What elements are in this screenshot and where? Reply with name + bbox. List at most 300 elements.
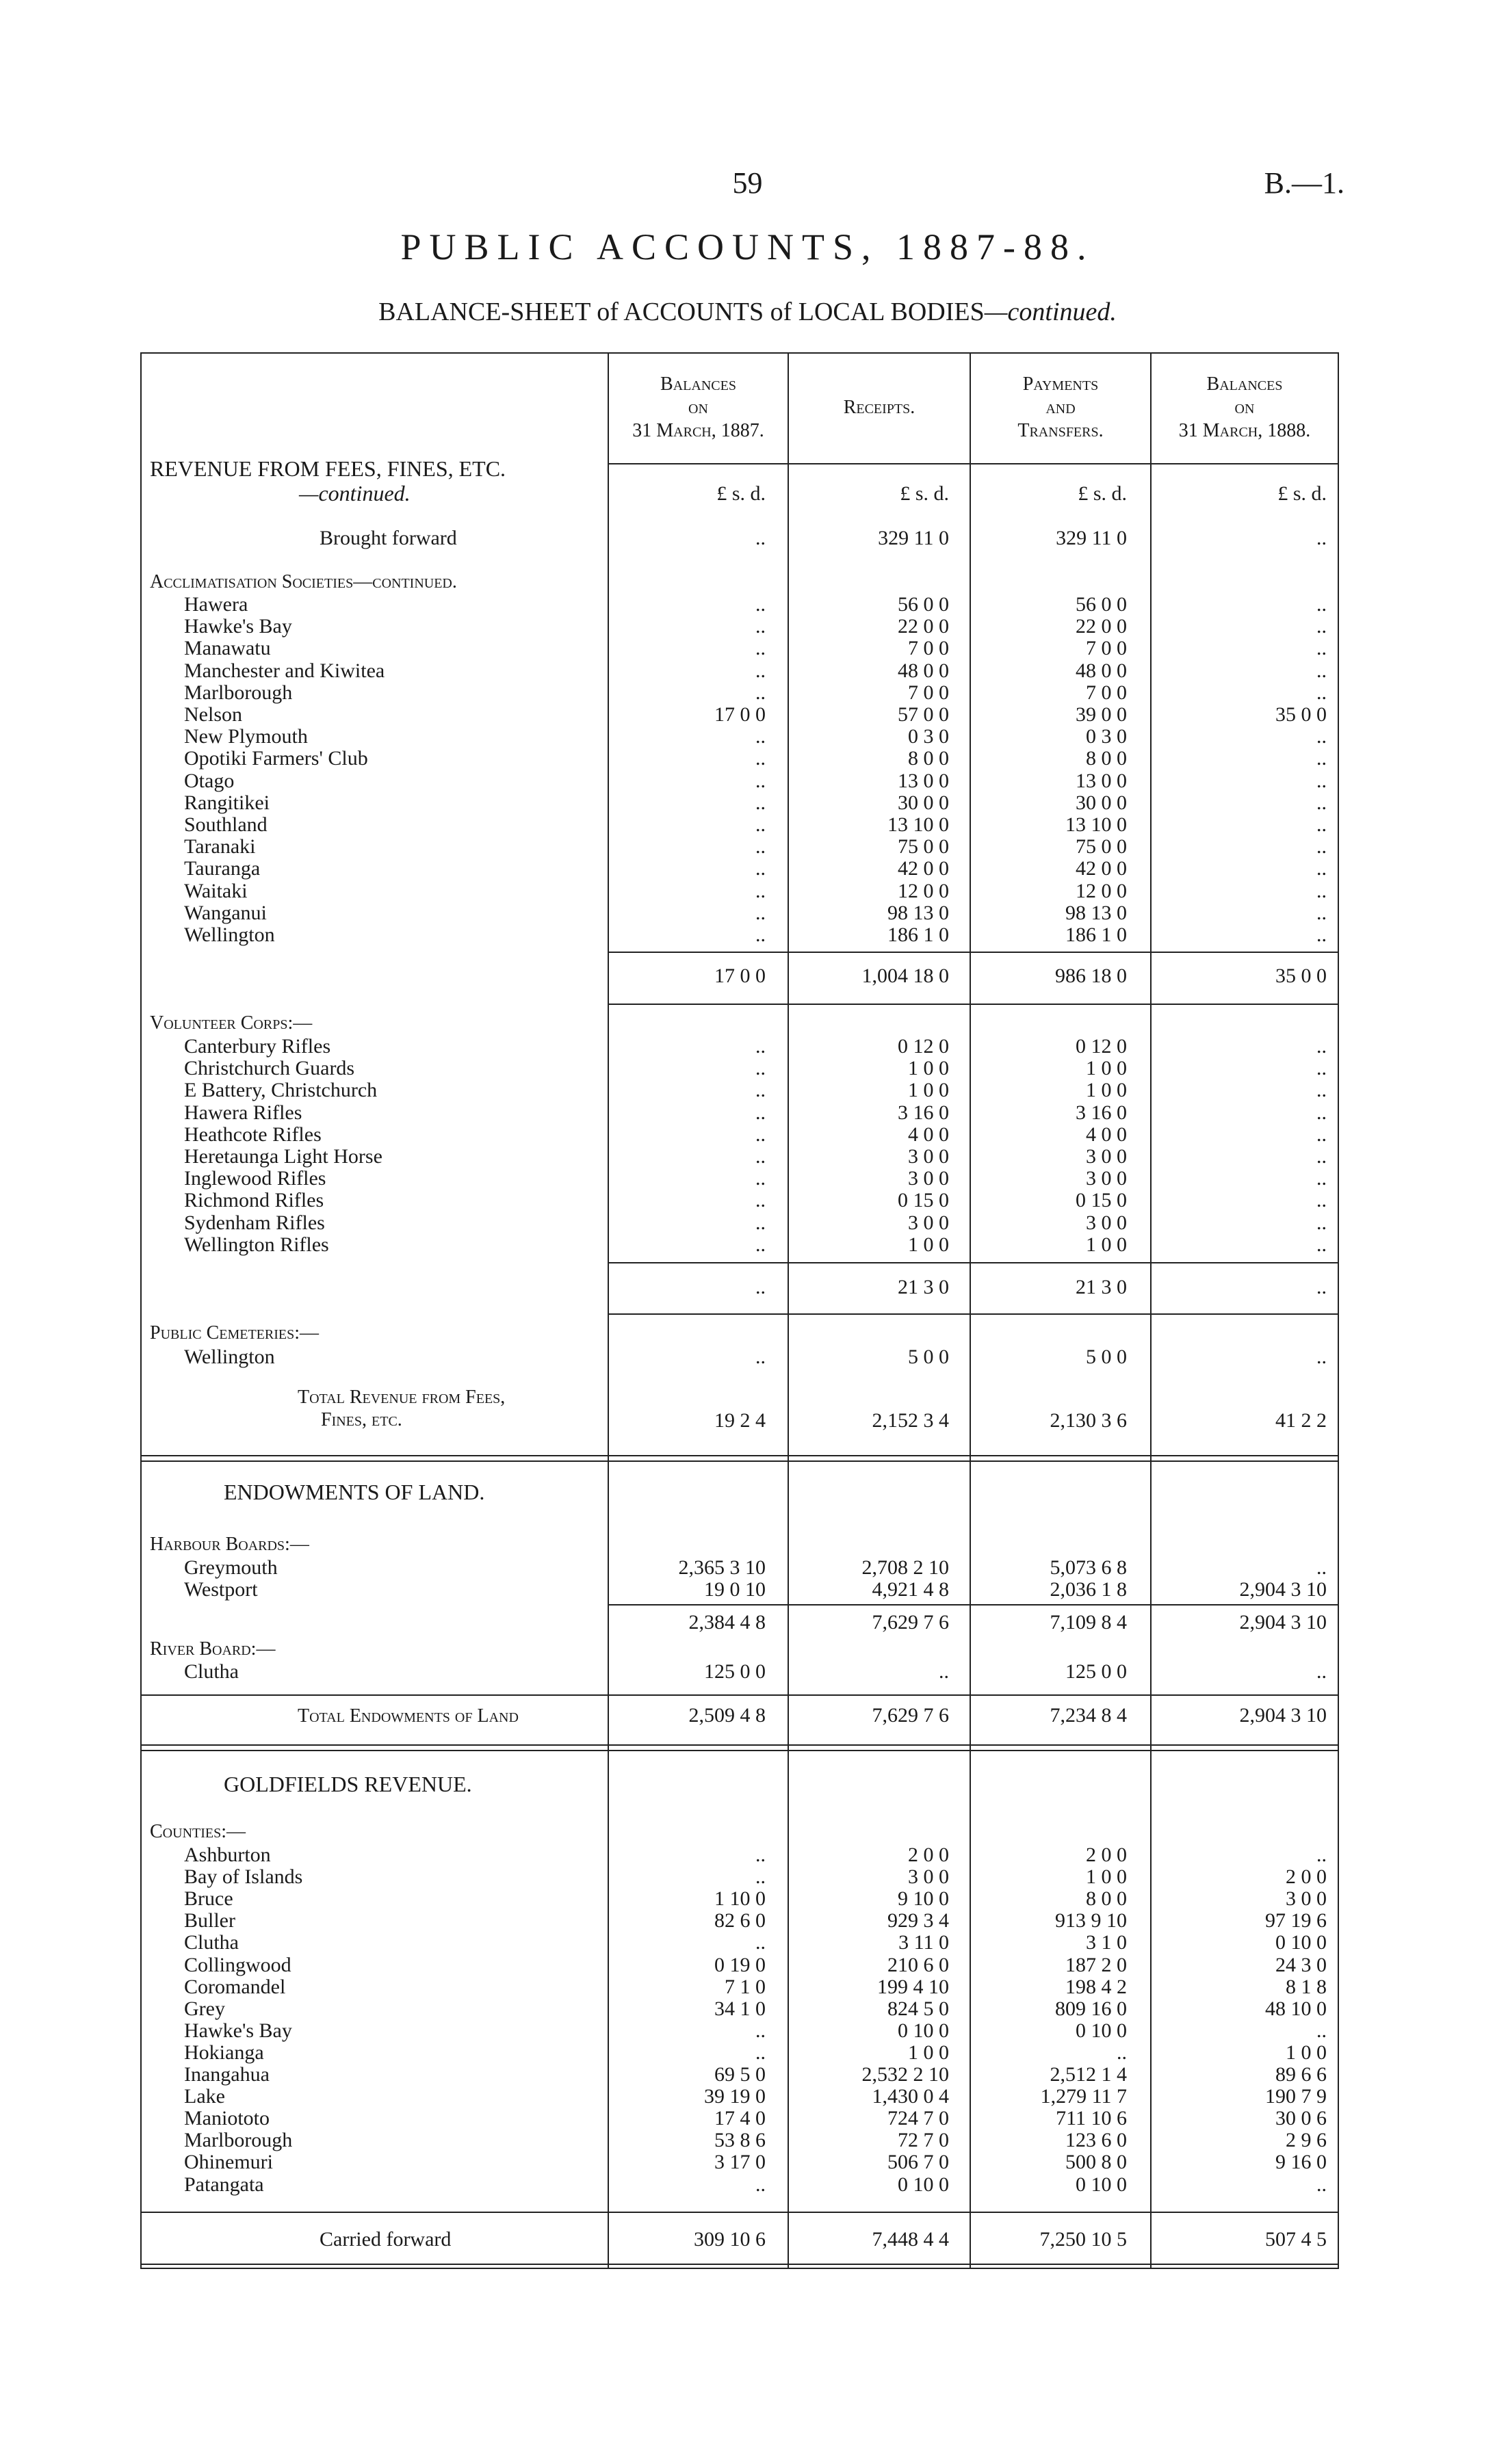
table-row	[142, 770, 1338, 793]
cell-value: 30 0 6	[1275, 2107, 1327, 2130]
table-row	[142, 1123, 1338, 1146]
section-rule	[142, 1460, 1338, 1462]
col-head-line: Payments	[1022, 373, 1099, 395]
row-total-revenue	[142, 1409, 1338, 1432]
cell-value: 3 0 0	[908, 1211, 949, 1234]
cell-value: 2,384 4 8	[688, 1611, 766, 1634]
cell-value: 3 0 0	[908, 1865, 949, 1889]
cell-value: 8 0 0	[1086, 1887, 1127, 1911]
row-label: Collingwood	[184, 1953, 291, 1976]
col-head-receipts	[789, 396, 970, 419]
cell-value: ..	[1316, 2173, 1327, 2196]
cell-value: 3 16 0	[898, 1101, 949, 1124]
table-row	[142, 1997, 1338, 2021]
table-row	[142, 637, 1338, 660]
cell-value: 8 0 0	[1086, 747, 1127, 770]
col-head-line: on	[688, 397, 708, 418]
cell-value: 24 3 0	[1275, 1953, 1327, 1976]
cell-value: 3 16 0	[1076, 1101, 1127, 1124]
cell-value: 4 0 0	[1086, 1123, 1127, 1146]
cell-value: 12 0 0	[898, 879, 949, 902]
table-row	[142, 1660, 1338, 1683]
cell-value: ..	[755, 857, 766, 880]
cell-value: 2,509 4 8	[688, 1704, 766, 1727]
cell-value: 2,365 3 10	[678, 1556, 766, 1579]
cell-value: ..	[755, 1057, 766, 1080]
cell-value: 5,073 6 8	[1050, 1556, 1127, 1579]
cell-value: ..	[755, 659, 766, 682]
subsection-cemeteries: Public Cemeteries:—	[150, 1322, 320, 1344]
cell-value: ..	[1316, 923, 1327, 946]
cell-value: 7,109 8 4	[1050, 1611, 1127, 1634]
cell-value: 42 0 0	[1076, 857, 1127, 880]
section-rule	[142, 2264, 1338, 2265]
header-rule	[608, 463, 1338, 464]
cell-value: ..	[1316, 1844, 1327, 1866]
cell-value: 3 0 0	[908, 1167, 949, 1190]
cell-value: 2,904 3 10	[1239, 1578, 1327, 1601]
row-label: Waitaki	[184, 879, 248, 902]
row-total-endowments	[142, 1704, 1338, 1727]
total-revenue-label-2: Fines, etc.	[321, 1409, 402, 1430]
cell-value: ..	[755, 1189, 766, 1212]
cell-value: 75 0 0	[898, 835, 949, 859]
cell-value: ..	[1117, 2041, 1127, 2064]
table-row	[142, 1954, 1338, 1977]
table-row	[142, 1909, 1338, 1932]
cell-value: 199 4 10	[877, 1975, 949, 1998]
cell-value: 3 1 0	[1086, 1931, 1127, 1954]
cell-value: 3 0 0	[908, 1145, 949, 1168]
cell-value: 3 0 0	[1086, 1145, 1127, 1168]
row-label: Taranaki	[184, 835, 256, 859]
cell-value: 187 2 0	[1065, 1953, 1127, 1976]
cell-value: 190 7 9	[1265, 2085, 1327, 2108]
cell-value: ..	[755, 637, 766, 660]
cell-value: ..	[1316, 879, 1327, 902]
cell-value: 0 10 0	[1076, 2019, 1127, 2042]
col-head-line: Balances	[660, 373, 736, 395]
row-label: Grey	[184, 1997, 225, 2020]
subtotal-rule	[142, 1694, 1338, 1696]
cell-value: 2,904 3 10	[1239, 1704, 1327, 1727]
cell-value: 1 0 0	[908, 2041, 949, 2064]
cell-value: ..	[1316, 1079, 1327, 1102]
cell-value: ..	[1316, 1145, 1327, 1168]
table-row	[142, 681, 1338, 705]
cell-value: 2 0 0	[1286, 1865, 1327, 1889]
col-head-balances-1888	[1152, 373, 1338, 443]
row-label: Ashburton	[184, 1844, 271, 1866]
subtotal-rule	[608, 1313, 1338, 1315]
page-subtitle	[0, 297, 1495, 327]
cell-value: 75 0 0	[1076, 835, 1127, 859]
row-label: Coromandel	[184, 1975, 286, 1998]
cell-value: ..	[1316, 835, 1327, 859]
cell-value: 12 0 0	[1076, 879, 1127, 902]
cell-value: 7,629 7 6	[872, 1611, 949, 1634]
cell-value: ..	[755, 593, 766, 616]
table-row	[142, 2173, 1338, 2197]
cell-value: 19 0 10	[704, 1578, 766, 1601]
cell-value: ..	[1316, 813, 1327, 836]
cell-value: ..	[755, 1167, 766, 1190]
cell-value: 2,036 1 8	[1050, 1578, 1127, 1601]
cell-value: 57 0 0	[898, 703, 949, 726]
cell-value: ..	[1316, 769, 1327, 792]
row-label: Wellington Rifles	[184, 1233, 329, 1256]
row-brought-forward	[142, 527, 1338, 550]
cell-value: 13 10 0	[887, 813, 949, 836]
row-label: Manchester and Kiwitea	[184, 659, 385, 682]
cell-value: 30 0 0	[898, 791, 949, 814]
cell-value: 41 2 2	[1275, 1409, 1327, 1432]
table-row	[142, 1101, 1338, 1125]
row-label: Clutha	[184, 1931, 239, 1954]
cell-value: 724 7 0	[887, 2107, 949, 2130]
table-row	[142, 1167, 1338, 1190]
row-label: Sydenham Rifles	[184, 1211, 325, 1234]
cell-value: 2 0 0	[1086, 1844, 1127, 1866]
cell-value: ..	[1316, 747, 1327, 770]
cell-value: 97 19 6	[1265, 1909, 1327, 1932]
cell-value: 0 12 0	[1076, 1035, 1127, 1058]
cell-value: 21 3 0	[1076, 1276, 1127, 1298]
row-label: Bruce	[184, 1887, 233, 1911]
table-row	[142, 1211, 1338, 1235]
cell-value: ..	[1316, 1346, 1327, 1368]
row-label: Greymouth	[184, 1556, 278, 1579]
col-head-line: and	[1045, 397, 1076, 418]
section-rule	[142, 1744, 1338, 1746]
row-label: Marlborough	[184, 681, 293, 704]
cell-value: 2,708 2 10	[861, 1556, 949, 1579]
row-label: Westport	[184, 1578, 258, 1601]
cell-value: ..	[1316, 1057, 1327, 1080]
total-endowments-label: Total Endowments of Land	[298, 1705, 519, 1727]
row-label: Ohinemuri	[184, 2151, 273, 2174]
cell-value: 17 0 0	[714, 703, 766, 726]
table-row	[142, 1035, 1338, 1058]
cell-value: 0 10 0	[1076, 2173, 1127, 2196]
cell-value: 0 19 0	[714, 1953, 766, 1976]
cell-value: ..	[755, 725, 766, 748]
table-row	[142, 1079, 1338, 1102]
table-row	[142, 659, 1338, 683]
cell-value: 7 0 0	[1086, 681, 1127, 704]
cell-value: ..	[755, 527, 766, 549]
cell-value: ..	[755, 901, 766, 924]
table-row	[142, 813, 1338, 837]
cell-value: ..	[755, 1123, 766, 1146]
cell-value: ..	[755, 1844, 766, 1866]
row-label: Hawke's Bay	[184, 2019, 292, 2042]
section-rule	[142, 1750, 1338, 1751]
cell-value: 186 1 0	[887, 923, 949, 946]
row-label: Carried forward	[320, 2228, 452, 2251]
table-row	[142, 2151, 1338, 2174]
page-reference: B.—1.	[1264, 166, 1344, 200]
subtitle-continued: —continued.	[984, 298, 1117, 326]
cell-value: ..	[1316, 527, 1327, 549]
cell-value: 17 0 0	[714, 965, 766, 987]
cell-value: 986 18 0	[1055, 965, 1127, 987]
page-number: 59	[732, 166, 763, 200]
cell-value: 42 0 0	[898, 857, 949, 880]
table-row	[142, 2041, 1338, 2065]
cell-value: 13 0 0	[898, 769, 949, 792]
cell-value: 7 0 0	[908, 681, 949, 704]
cell-value: 8 1 8	[1286, 1975, 1327, 1998]
col-head-line: Receipts.	[843, 397, 915, 418]
subsection-counties: Counties:—	[150, 1821, 246, 1842]
table-row	[142, 1931, 1338, 1954]
row-label: Clutha	[184, 1660, 239, 1683]
cell-value: 329 11 0	[878, 527, 949, 549]
table-row	[142, 593, 1338, 616]
row-label: Opotiki Farmers' Club	[184, 747, 368, 770]
table-row	[142, 923, 1338, 947]
table-row	[142, 1578, 1338, 1601]
col-head-line: on	[1234, 397, 1255, 418]
row-label: Nelson	[184, 703, 242, 726]
row-label: Wellington	[184, 923, 275, 946]
cell-value: ..	[755, 923, 766, 946]
cell-value: 7 0 0	[908, 637, 949, 660]
row-label: Bay of Islands	[184, 1865, 303, 1889]
cell-value: 1,430 0 4	[872, 2085, 949, 2108]
cell-value: ..	[1316, 901, 1327, 924]
cell-value: 8 0 0	[908, 747, 949, 770]
cell-value: 9 10 0	[898, 1887, 949, 1911]
section-heading-goldfields: GOLDFIELDS REVENUE.	[224, 1772, 472, 1796]
cell-value: ..	[755, 835, 766, 859]
cell-value: ..	[755, 747, 766, 770]
subtitle-main: BALANCE-SHEET of ACCOUNTS of LOCAL BODIES	[378, 298, 985, 326]
cell-value: ..	[1316, 1035, 1327, 1058]
cell-value: 89 6 6	[1275, 2063, 1327, 2086]
cell-value: 82 6 0	[714, 1909, 766, 1932]
row-label: Hokianga	[184, 2041, 264, 2064]
row-label: Buller	[184, 1909, 235, 1932]
table-row	[142, 615, 1338, 638]
cell-value: 929 3 4	[887, 1909, 949, 1932]
cell-value: 3 17 0	[714, 2151, 766, 2174]
currency-heading: £ s. d.	[1277, 482, 1327, 505]
cell-value: ..	[755, 1145, 766, 1168]
cell-value: ..	[755, 2041, 766, 2064]
cell-value: 1 0 0	[908, 1057, 949, 1080]
row-carried-forward	[142, 2228, 1338, 2251]
row-label: New Plymouth	[184, 725, 308, 748]
cell-value: 186 1 0	[1065, 923, 1127, 946]
cell-value: ..	[755, 1931, 766, 1954]
row-label: Heathcote Rifles	[184, 1123, 322, 1146]
row-label: Marlborough	[184, 2129, 293, 2152]
cell-value: 329 11 0	[1056, 527, 1127, 549]
cell-value: 1 0 0	[1086, 1079, 1127, 1102]
row-label: Heretaunga Light Horse	[184, 1145, 382, 1168]
cell-value: 507 4 5	[1265, 2228, 1327, 2251]
subtotal-rule	[142, 2212, 1338, 2213]
cell-value: 69 5 0	[714, 2063, 766, 2086]
cell-value: 48 0 0	[1076, 659, 1127, 682]
row-label: Tauranga	[184, 857, 261, 880]
cell-value: ..	[755, 615, 766, 638]
table-row	[142, 835, 1338, 859]
cell-value: ..	[1316, 1660, 1327, 1683]
cell-value: 13 0 0	[1076, 769, 1127, 792]
cell-value: ..	[1316, 2019, 1327, 2042]
cell-value: ..	[755, 1211, 766, 1234]
row-label: Lake	[184, 2085, 225, 2108]
cell-value: 125 0 0	[704, 1660, 766, 1683]
col-head-line: Transfers.	[1017, 420, 1104, 441]
cell-value: 5 0 0	[908, 1346, 949, 1368]
cell-value: 0 10 0	[898, 2019, 949, 2042]
row-label: Southland	[184, 813, 268, 836]
table-row	[142, 2129, 1338, 2152]
cell-value: ..	[1316, 1233, 1327, 1256]
row-label: Otago	[184, 769, 235, 792]
table-row	[142, 880, 1338, 903]
cell-value: 98 13 0	[887, 901, 949, 924]
cell-value: 2,130 3 6	[1050, 1409, 1127, 1432]
cell-value: 2,532 2 10	[861, 2063, 949, 2086]
cell-value: 0 15 0	[898, 1189, 949, 1212]
cell-value: ..	[1316, 1276, 1327, 1298]
row-label: Manawatu	[184, 637, 271, 660]
cell-value: 1 0 0	[1286, 2041, 1327, 2064]
cell-value: 1 0 0	[1086, 1865, 1127, 1889]
cell-value: 123 6 0	[1065, 2129, 1127, 2152]
cell-value: ..	[755, 1865, 766, 1889]
cell-value: 4,921 4 8	[872, 1578, 949, 1601]
table-row	[142, 1976, 1338, 1999]
cell-value: ..	[939, 1660, 949, 1683]
cell-value: 0 3 0	[908, 725, 949, 748]
cell-value: ..	[1316, 791, 1327, 814]
cell-value: ..	[1316, 637, 1327, 660]
cell-value: 48 0 0	[898, 659, 949, 682]
cell-value: 39 0 0	[1076, 703, 1127, 726]
cell-value: ..	[1316, 593, 1327, 616]
cell-value: 22 0 0	[898, 615, 949, 638]
cell-value: 500 8 0	[1065, 2151, 1127, 2174]
cell-value: ..	[755, 1079, 766, 1102]
section-heading-revenue: REVENUE FROM FEES, FINES, ETC.	[150, 456, 506, 481]
col-head-payments	[971, 373, 1150, 443]
cell-value: ..	[1316, 1101, 1327, 1124]
cell-value: 7,448 4 4	[872, 2228, 949, 2251]
cell-value: ..	[755, 2019, 766, 2042]
cell-value: ..	[1316, 857, 1327, 880]
cell-value: 3 11 0	[898, 1931, 949, 1954]
cell-value: 21 3 0	[898, 1276, 949, 1298]
cell-value: ..	[755, 1233, 766, 1256]
cell-value: 35 0 0	[1275, 703, 1327, 726]
table-row	[142, 1865, 1338, 1889]
table-row	[142, 1844, 1338, 1867]
table-top-rule	[142, 352, 1338, 354]
table-row	[142, 2019, 1338, 2043]
row-label: Patangata	[184, 2173, 264, 2196]
cell-value: ..	[1316, 615, 1327, 638]
section-heading-endowments: ENDOWMENTS OF LAND.	[224, 1480, 485, 1504]
subtotal-rule	[608, 1004, 1338, 1005]
table-row	[142, 791, 1338, 815]
row-label: Rangitikei	[184, 791, 270, 814]
row-volunteer-total	[142, 1276, 1338, 1299]
table-row	[142, 2107, 1338, 2130]
row-label: Maniototo	[184, 2107, 270, 2130]
row-acclimatisation-total	[142, 965, 1338, 988]
cell-value: 48 10 0	[1265, 1997, 1327, 2020]
cell-value: 1 0 0	[1086, 1233, 1127, 1256]
table-row	[142, 703, 1338, 726]
table-row	[142, 1189, 1338, 1212]
row-label: Richmond Rifles	[184, 1189, 324, 1212]
cell-value: 198 4 2	[1065, 1975, 1127, 1998]
table-row	[142, 2085, 1338, 2108]
cell-value: 3 0 0	[1086, 1211, 1127, 1234]
col-head-line: 31 March, 1887.	[632, 420, 764, 441]
cell-value: 210 6 0	[887, 1953, 949, 1976]
cell-value: 2 9 6	[1286, 2129, 1327, 2152]
table-row	[142, 1346, 1338, 1369]
cell-value: 30 0 0	[1076, 791, 1127, 814]
cell-value: ..	[755, 2173, 766, 2196]
cell-value: 711 10 6	[1056, 2107, 1127, 2130]
cell-value: 3 0 0	[1286, 1887, 1327, 1911]
col-head-line: Balances	[1206, 373, 1283, 395]
table-row	[142, 1556, 1338, 1580]
cell-value: 309 10 6	[694, 2228, 766, 2251]
cell-value: 98 13 0	[1065, 901, 1127, 924]
cell-value: 506 7 0	[887, 2151, 949, 2174]
cell-value: 1,279 11 7	[1040, 2085, 1127, 2108]
subtotal-rule	[608, 1604, 1338, 1605]
cell-value: 2,512 1 4	[1050, 2063, 1127, 2086]
row-label: E Battery, Christchurch	[184, 1079, 378, 1102]
total-revenue-label: Total Revenue from Fees,	[298, 1387, 506, 1408]
row-label: Hawke's Bay	[184, 615, 292, 638]
cell-value: ..	[1316, 681, 1327, 704]
row-label: Hawera	[184, 593, 248, 616]
cell-value: 2,904 3 10	[1239, 1611, 1327, 1634]
cell-value: 125 0 0	[1065, 1660, 1127, 1683]
subsection-acclimatisation: Acclimatisation Societies—continued.	[150, 571, 457, 592]
cell-value: 72 7 0	[898, 2129, 949, 2152]
section-rule	[142, 1455, 1338, 1456]
row-harbour-total	[142, 1611, 1338, 1634]
row-label: Inangahua	[184, 2063, 270, 2086]
cell-value: 9 16 0	[1275, 2151, 1327, 2174]
cell-value: ..	[1316, 725, 1327, 748]
cell-value: 22 0 0	[1076, 615, 1127, 638]
row-label: Canterbury Rifles	[184, 1035, 331, 1058]
cell-value: ..	[755, 791, 766, 814]
page-title: PUBLIC ACCOUNTS, 1887-88.	[400, 226, 1095, 267]
cell-value: 7 1 0	[725, 1975, 766, 1998]
cell-value: 17 4 0	[714, 2107, 766, 2130]
cell-value: 1 0 0	[908, 1233, 949, 1256]
section-heading-continued: —continued.	[299, 481, 411, 506]
table-row	[142, 747, 1338, 770]
cell-value: 7,250 10 5	[1039, 2228, 1127, 2251]
cell-value: ..	[755, 1276, 766, 1298]
subsection-harbour-boards: Harbour Boards:—	[150, 1534, 309, 1555]
